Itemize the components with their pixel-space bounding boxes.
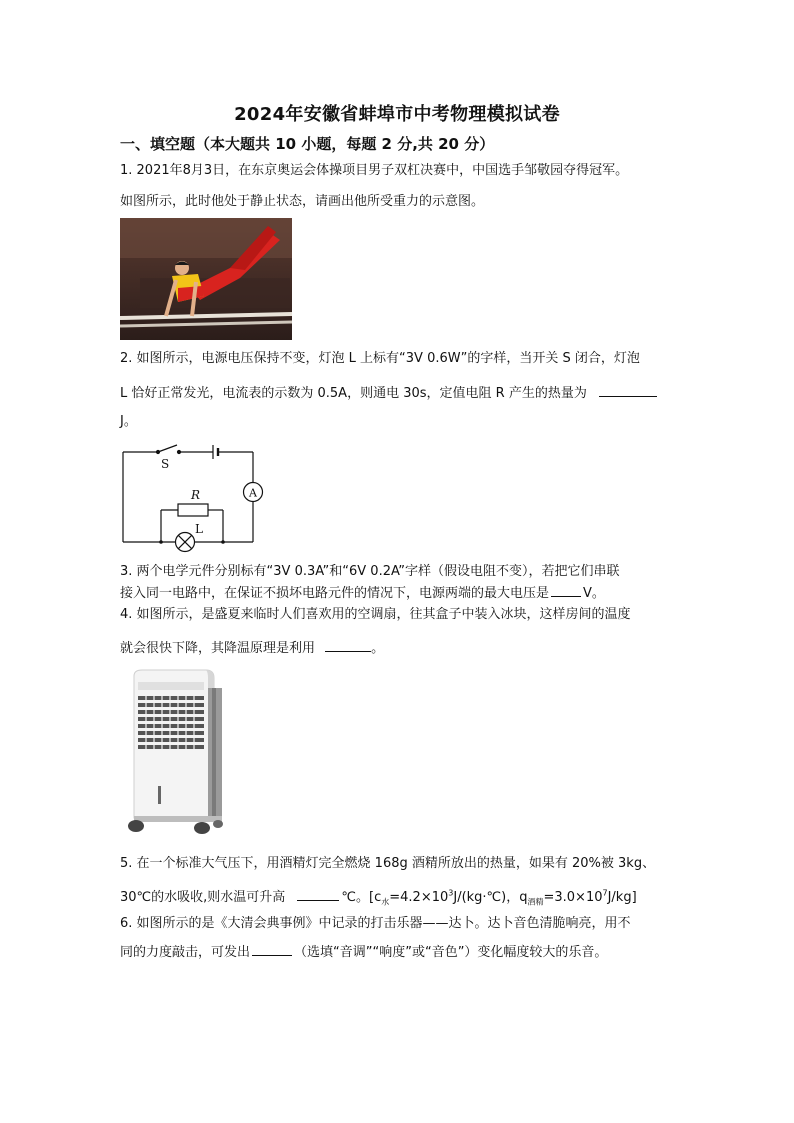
- q4-answer-blank[interactable]: [325, 637, 371, 652]
- q3-line-2: [120, 582, 680, 603]
- q5-subscript-alcohol: 酒精: [527, 897, 544, 907]
- q4-line-2: [120, 637, 680, 658]
- q2-line-2: [120, 382, 680, 403]
- q5-formula-part-4: =3.0×10: [543, 890, 603, 905]
- resistor-label: R: [191, 488, 201, 502]
- q5-formula-part-2: =4.2×10: [389, 890, 449, 905]
- q2-line-1: 2. 如图所示，电源电压保持不变，灯泡 L 上标有“3V 0.6W”的字样，当开关 S 闭合，灯泡: [120, 351, 640, 366]
- q3-answer-blank[interactable]: [551, 582, 581, 597]
- switch-label: S: [161, 457, 170, 471]
- q4-line-2-text: 就会很快下降，其降温原理是利用: [120, 641, 316, 656]
- q3-line-2-unit: V。: [583, 586, 605, 601]
- circuit-diagram: [115, 440, 265, 556]
- q5-formula-part-1: ℃。[c: [341, 890, 382, 905]
- q4-line-1: 4. 如图所示，是盛夏来临时人们喜欢用的空调扇，往其盒子中装入冰块，这样房间的温度: [120, 607, 631, 622]
- lamp-label: L: [195, 522, 203, 536]
- q3-line-2-text: 接入同一电路中，在保证不损坏电路元件的情况下，电源两端的最大电压是: [120, 586, 550, 601]
- q6-answer-blank[interactable]: [252, 941, 292, 956]
- q2-answer-blank[interactable]: [599, 382, 657, 397]
- q6-line-2-text: 同的力度敲击，可发出: [120, 945, 251, 960]
- q3-line-1: 3. 两个电学元件分别标有“3V 0.3A”和“6V 0.2A”字样（假设电阻不变），若把它们串联: [120, 564, 620, 579]
- q5-exponent-2: 7: [602, 888, 608, 898]
- q5-line-2-text: 30℃的水吸收,则水温可升高: [120, 890, 286, 905]
- q1-line-1: 1. 2021年8月3日，在东京奥运会体操项目男子双杠决赛中，中国选手邹敬园夺得冠军。: [120, 163, 629, 178]
- q5-answer-blank[interactable]: [297, 886, 339, 901]
- q5-line-1: 5. 在一个标准大气压下，用酒精灯完全燃烧 168g 酒精所放出的热量，如果有 20%被 3kg、: [120, 856, 656, 871]
- q6-line-1: 6. 如图所示的是《大清会典事例》中记录的打击乐器——达卜。达卜音色清脆响亮，用不: [120, 916, 631, 931]
- ammeter-label: A: [249, 486, 257, 500]
- page-title: 2024年安徽省蚌埠市中考物理模拟试卷: [234, 104, 560, 125]
- q5-exponent-1: 3: [448, 888, 454, 898]
- q1-line-2: 如图所示，此时他处于静止状态，请画出他所受重力的示意图。: [120, 194, 485, 209]
- q4-line-2-end: 。: [371, 641, 385, 656]
- q5-subscript-water: 水: [381, 897, 390, 907]
- q5-formula-part-3: J/(kg·℃)，q: [453, 890, 528, 905]
- air-cooler-fan-image: [120, 668, 228, 840]
- q6-line-2-end: （选填“音调”“响度”或“音色”）变化幅度较大的乐音。: [294, 945, 608, 960]
- q5-formula-part-5: J/kg]: [607, 890, 637, 905]
- q5-line-2: [120, 886, 680, 907]
- q6-line-2: [120, 941, 680, 962]
- gymnast-photo: [120, 218, 292, 340]
- q2-line-2-text: L 恰好正常发光，电流表的示数为 0.5A，则通电 30s，定值电阻 R 产生的热量为: [120, 386, 587, 401]
- q2-line-3: J。: [120, 414, 137, 429]
- section-heading: 一、填空题（本大题共 10 小题，每题 2 分,共 20 分）: [120, 135, 495, 153]
